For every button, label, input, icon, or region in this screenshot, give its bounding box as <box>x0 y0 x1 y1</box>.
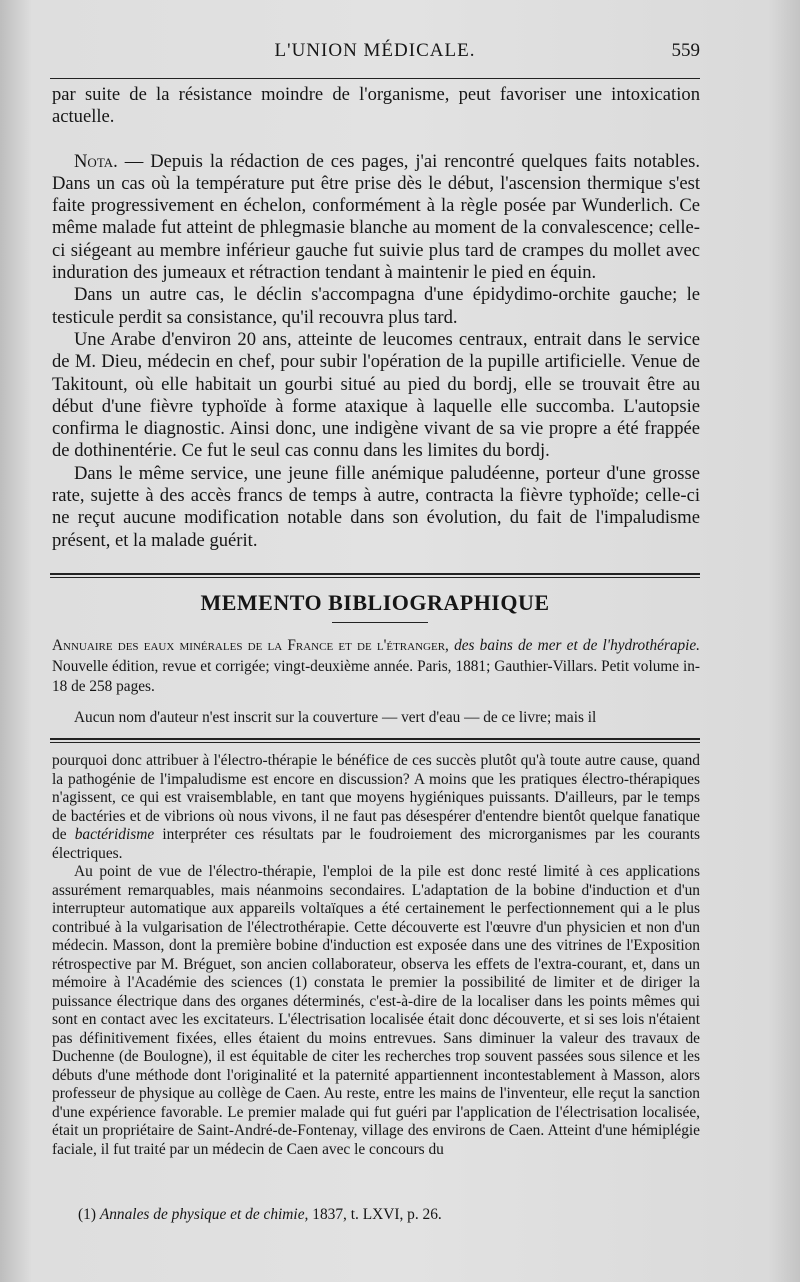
running-title: L'UNION MÉDICALE. <box>274 40 476 61</box>
column-break-rule <box>50 738 700 743</box>
nota-label: Nota. <box>74 150 118 172</box>
bibliography-citation <box>52 636 700 698</box>
entry-subtitle: des bains de mer et de l'hydrothérapie. <box>454 637 701 654</box>
footnote-marker: (1) <box>78 1206 96 1223</box>
bibliography-text: Aucun nom d'auteur n'est inscrit sur la couverture — vert d'eau — de ce livre; mais il <box>74 708 597 726</box>
memento-title: MEMENTO BIBLIOGRAPHIQUE <box>200 590 550 615</box>
page-header <box>50 40 700 68</box>
footnote-reference: 1837, t. LXVI, p. 26. <box>312 1206 442 1223</box>
continuation-text-b: interpréter ces résultats par le foudroiement des microrganismes par les courants électriques. <box>52 826 701 862</box>
article-paragraph-1: par suite de la résistance moindre de l'organisme, peut favoriser une intoxication actuelle. <box>52 84 700 128</box>
footnote-journal: Annales de physique et de chimie, <box>99 1206 309 1223</box>
article-body <box>52 84 700 552</box>
article-paragraph-4: Une Arabe d'environ 20 ans, atteinte de leucomes centraux, entrait dans le service de M. Dieu, médecin en chef, pour subir l'opération de la pupille artificielle. Venue de Takitount, où elle habitait un gourbi situé au pied du bordj, elle se trouvait être au début d'une fièvre typhoïde à forme ataxique à laquelle elle succomba. L'autopsie confirma le diagnostic. Ainsi donc, une indigène vivant de sa vie propre a été frappée de dothinentérie. Ce fut le seul cas connu dans les limites du bordj. <box>52 328 700 462</box>
continuation-text-a: pourquoi donc attribuer à l'électro-thérapie le bénéfice de ces succès plutôt qu'à toute autre cause, quand la pathogénie de l'impaludisme est encore en discussion? A moins que les pratiques électro-thérapiques n'agissent, ce qui est vraisemblable, en tant que moyens hygiéniques puissants. D'ailleurs, par le temps de bactéries et de vibrions où nous vivons, il ne faut pas désespérer d'entendre bientôt quelque fanatique de <box>52 752 700 843</box>
page-number: 559 <box>671 40 700 61</box>
article-paragraph-3: Dans un autre cas, le déclin s'accompagna d'une épidydimo-orchite gauche; le testicule perdit sa consistance, qu'il recouvra plus tard. <box>52 284 700 328</box>
continuation-body <box>52 752 700 1159</box>
header-rule <box>50 78 700 79</box>
title-underline <box>332 622 428 623</box>
entry-title: Annuaire des eaux minérales de la France et de l'étranger, <box>52 637 449 654</box>
continuation-paragraph-2: Au point de vue de l'électro-thérapie, l'emploi de la pile est donc resté limité à ces applications assurément remarquables, mais néanmoins secondaires. L'adaptation de la bobine d'induction et d'un interrupteur automatique aux appareils voltaïques a été certainement le perfectionnement qui a le plus contribué à la vulgarisation de l'électrothérapie. Cette découverte est l'œuvre d'un physicien et non d'un médecin. Masson, dont la première bobine d'induction est exposée dans une des vitrines de l'Exposition rétrospective par M. Bréguet, son ancien collaborateur, observa les effets de l'extra-courant, et, dans un mémoire à l'Académie des sciences (1) constata le premier la possibilité de limiter et de diriger la puissance électrique dans des organes déterminés, c'est-à-dire de la localiser dans les points mêmes qui sont en contact avec les excitateurs. L'électrisation localisée était donc découverte, et si ses lois n'étaient pas définitivement fixées, elles étaient du moins entrevues. Sans diminuer la valeur des travaux de Duchenne (de Boulogne), il est équitable de citer les recherches trop souvent passées sous silence et les débuts d'une méthode dont l'originalité et la paternité appartiennent incontestablement à Masson, alors professeur de physique au collège de Caen. Au reste, entre les mains de l'inventeur, elle reçut la sanction d'une expérience favorable. Le premier malade qui fut guéri par l'application de l'électrisation localisée, était un propriétaire de Saint-André-de-Fontenay, village des environs de Caen. Atteint d'une hémiplégie faciale, il fut traité par un médecin de Caen avec le concours du <box>52 863 700 1158</box>
nota-text: — Depuis la rédaction de ces pages, j'ai rencontré quelques faits notables. Dans un cas où la température put être prise dès le début, l'ascension thermique s'est faite progressivement en échelon, conformément à la règle posée par Wunderlich. Ce même malade fut atteint de phlegmasie blanche au moment de la convalescence; celle-ci siégeant au membre inférieur gauche fut suivie plus tard de crampes du mollet avec induration des jumeaux et rétraction tendant à maintenir le pied en équin. <box>52 150 700 284</box>
bibliography-entry <box>52 636 700 728</box>
emphasis-bacteridisme: bactéridisme <box>74 826 155 843</box>
entry-details: Nouvelle édition, revue et corrigée; vingt-deuxième année. Paris, 1881; Gauthier-Villars. Petit volume in-18 de 258 pages. <box>52 657 700 695</box>
continuation-paragraph-1 <box>52 752 700 863</box>
nota-paragraph <box>52 151 700 285</box>
article-paragraph-5: Dans le même service, une jeune fille anémique paludéenne, porteur d'une grosse rate, sujette à des accès francs de temps à autre, contracta la fièvre typhoïde; celle-ci ne reçut aucune modification notable dans son évolution, du fait de l'impaludisme présent, et la malade guérit. <box>52 462 700 551</box>
section-separator <box>50 573 700 578</box>
footnote <box>78 1205 698 1225</box>
